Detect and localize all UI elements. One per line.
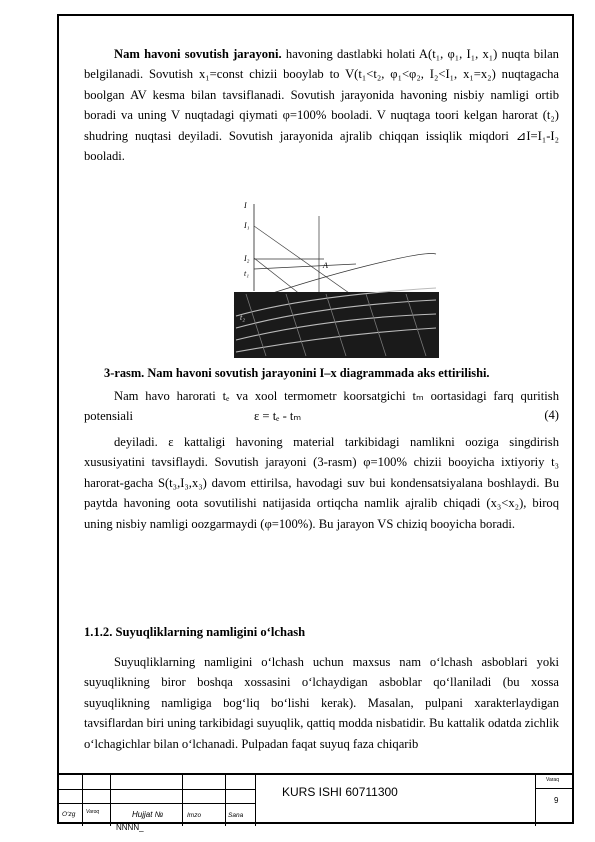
paragraph-2-body: Nam havo harorati tₑ va xool termometr koorsatgichi tₘ oortasidagi farq quritish potensiali [84, 389, 559, 424]
t1-isotherm [254, 264, 356, 269]
tb-label-ozg: O‘zg [62, 811, 76, 818]
sheet-label: Varaq [546, 777, 559, 783]
tb-divider [225, 775, 226, 826]
tb-row-line [535, 788, 574, 789]
label-i2: I₂ [244, 254, 250, 263]
sheet-number: 9 [554, 796, 559, 805]
label-i: I [244, 201, 247, 210]
paragraph-2 [84, 386, 559, 427]
equation-number: (4) [544, 408, 559, 422]
tb-label-sana: Sana [228, 812, 244, 819]
paragraph-4-body: Suyuqliklarning namligini o‘lchash uchun maxsus nam o‘lchash asboblari yoki suyuqlikning biror boshqa xossasini o‘lchaydigan asboblar qo‘llaniladi (bu xossa suyuqlikning namligiga bog‘liq bo‘lishi kerak). Masalan, pulpani xarakterlaydigan tavsiflardan biri uning tarkibidagi suyuqlik, qattiq modda nisbatidir. Bu kattalik odatda zichlik o‘lchagichlar bilan o‘lchanadi. Pulpadan faqat suyuq faza chiqarib [84, 655, 559, 751]
paragraph-3 [84, 432, 559, 534]
label-t2: t₂ [240, 313, 246, 322]
document-code: KURS ISHI 60711300 [282, 785, 398, 799]
tb-row-line [57, 789, 255, 790]
footer-code: NNNN_ [116, 823, 144, 832]
paragraph-1-title: Nam havoni sovutish jarayoni. [114, 47, 282, 61]
label-i1: I₁ [244, 221, 250, 230]
tb-divider [535, 775, 536, 826]
label-t1: t₁ [244, 269, 250, 278]
tb-divider [255, 775, 256, 826]
paragraph-1 [84, 44, 559, 166]
figure-caption: 3-rasm. Nam havoni sovutish jarayonini I–x diagrammada aks ettirilishi. [104, 366, 490, 380]
tb-row-line [57, 803, 255, 804]
section-heading: 1.1.2. Suyuqliklarning namligini o‘lchash [84, 625, 306, 639]
paragraph-3-body: deyiladi. ε kattaligi havoning material tarkibidagi namlikni ooziga singdirish xususiyatini tavsiflaydi. Sovutish jarayoni (3-rasm) φ=100% chizii booyicha ixtiyoriy t₃ harorat-gacha S(t₃,I₃,x₃) davom ettirilsa, havodagi suv bui kondensatsiyalana boshlaydi. Bu paytda havoning oota sovutilishi natijasida ortiqcha namlik ajralib chiqadi (x₃<x₂), biroq uning nisbiy namligi oozgarmaydi (φ=100%). Bu jarayon VS chiziq booyicha boradi. [84, 435, 559, 531]
equation-formula: ε = tₑ - tₘ [254, 409, 302, 423]
tb-label-hujjat: Hujjat № [132, 810, 164, 819]
title-block [57, 773, 574, 826]
label-point-a: A [323, 261, 328, 270]
tb-label-varoq: Varoq [86, 809, 100, 815]
paragraph-1-body: havoning dastlabki holati A(t₁, φ₁, I₁, x₁) nuqta bilan belgilanadi. Sovutish x₁=const chizii booylab to V(t₁<t₂, φ₁<φ₂, I₂<I₁, x₁=x₂) nuqtagacha boolgan AV kesma bilan tavsiflanadi. Sovutish jarayonida havoning nisbiy namligi ortib boradi va uning V nuqtadagi qiymati φ=100% booladi. V nuqtaga toori kelgan harorat (t₂) shudring nuqtasi deyiladi. Sovutish jarayonida ajralib chiqqan issiqlik miqdori ⊿I=I₁-I₂ booladi. [84, 47, 559, 164]
paragraph-4 [84, 652, 559, 754]
tb-divider [110, 775, 111, 826]
i-x-diagram [226, 196, 440, 360]
tb-divider [82, 775, 83, 826]
tb-divider [182, 775, 183, 826]
diagram-svg [226, 196, 440, 360]
tb-label-imzo: Imzo [187, 812, 202, 819]
